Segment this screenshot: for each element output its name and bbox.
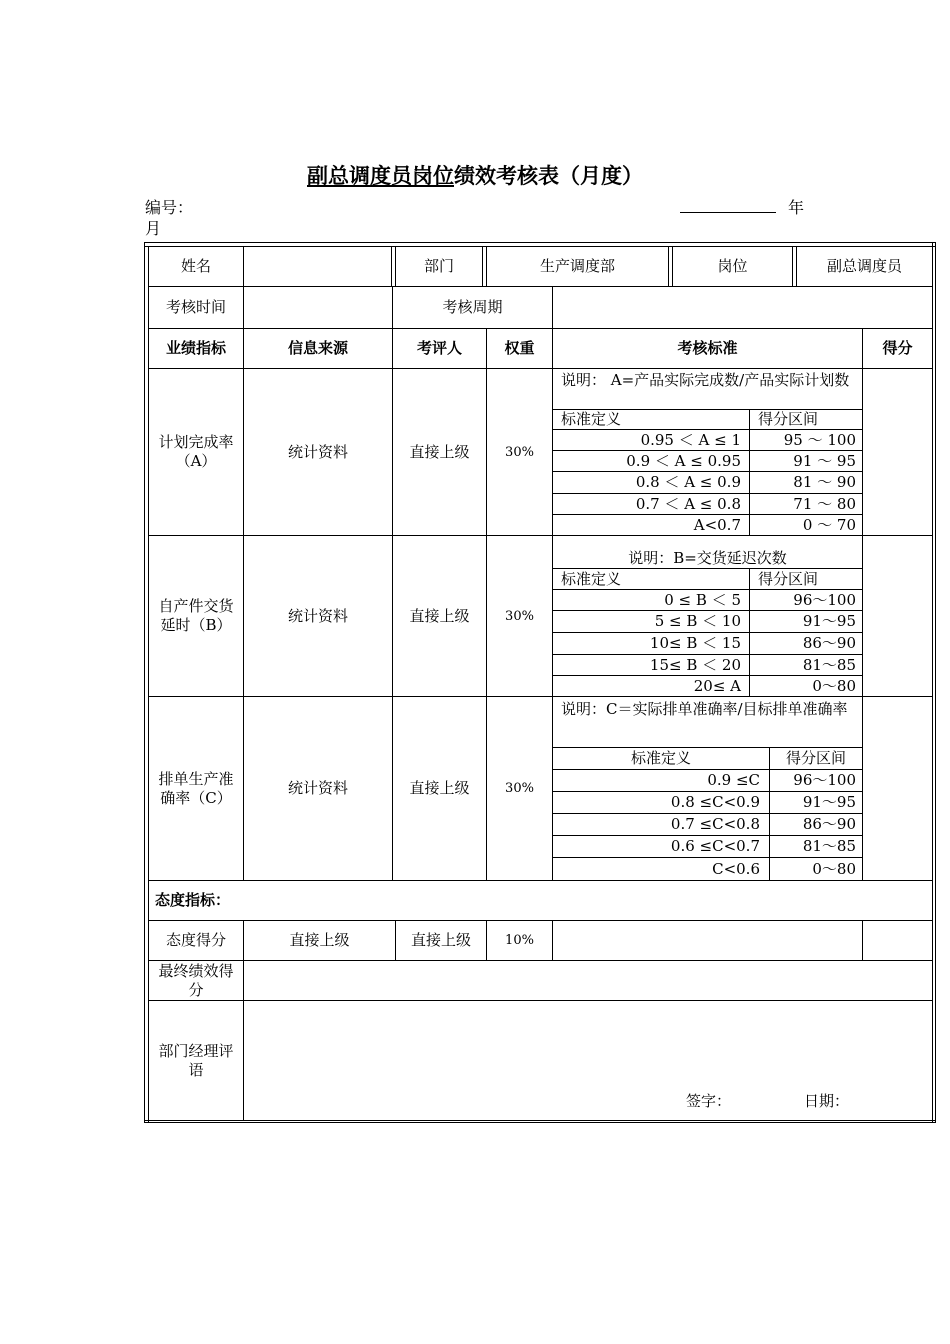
page-title bbox=[0, 160, 950, 190]
serial-label: 编号： bbox=[145, 198, 194, 217]
indicator-evaluator: 直接上级 bbox=[409, 606, 470, 625]
def-cell: 0.7 ≤C<0.8 bbox=[670, 815, 760, 833]
attitude-source: 直接上级 bbox=[289, 931, 350, 949]
col-standard: 考核标准 bbox=[677, 339, 738, 357]
col-score: 得分 bbox=[882, 339, 913, 357]
indicator-name: 排单生产准确率（C） bbox=[158, 769, 234, 807]
def-cell: C<0.6 bbox=[712, 859, 760, 878]
date-blank bbox=[680, 196, 776, 213]
manager-comment-field[interactable] bbox=[244, 1001, 932, 1081]
range-cell: 0 ～ 70 bbox=[802, 515, 856, 534]
indicator-name: 自产件交货延时（B） bbox=[158, 597, 234, 634]
indicator-weight: 30% bbox=[505, 781, 534, 796]
indicator-note: 说明：B=交货延迟次数 bbox=[628, 549, 787, 567]
range-cell: 81 ～ 90 bbox=[793, 473, 856, 491]
manager-comment-label: 部门经理评语 bbox=[158, 1041, 234, 1079]
def-cell: 0.6 ≤C<0.7 bbox=[670, 837, 760, 855]
attitude-evaluator: 直接上级 bbox=[410, 931, 471, 949]
dept-value: 生产调度部 bbox=[539, 257, 615, 275]
attitude-standard-field[interactable] bbox=[553, 921, 862, 960]
title-underlined: 副总调度员岗位 bbox=[307, 164, 454, 188]
range-cell: 91 ～ 95 bbox=[793, 451, 856, 470]
range-cell: 0～80 bbox=[812, 676, 856, 695]
range-cell: 91～95 bbox=[802, 793, 856, 811]
range-header: 得分区间 bbox=[785, 749, 846, 767]
range-header: 得分区间 bbox=[758, 569, 819, 588]
dept-label: 部门 bbox=[423, 257, 454, 275]
def-cell: 0.7 ＜ A ≤ 0.8 bbox=[635, 494, 741, 513]
final-score-label: 最终绩效得分 bbox=[158, 961, 234, 999]
def-cell: 0 ≤ B ＜ 5 bbox=[664, 590, 741, 609]
date-label: 日期： bbox=[804, 1091, 850, 1110]
attitude-section-label: 态度指标： bbox=[155, 891, 231, 909]
def-cell: 0.95 ＜ A ≤ 1 bbox=[640, 430, 741, 449]
indicator-source: 统计资料 bbox=[287, 442, 348, 461]
range-header: 得分区间 bbox=[758, 410, 819, 428]
range-cell: 86～90 bbox=[802, 634, 856, 652]
def-cell: 0.8 ＜ A ≤ 0.9 bbox=[635, 473, 741, 491]
indicator-name: 计划完成率（A） bbox=[158, 433, 234, 470]
def-cell: A<0.7 bbox=[693, 515, 741, 534]
range-cell: 0～80 bbox=[812, 859, 856, 878]
indicator-note: 说明：C＝实际排单准确率/目标排单准确率 bbox=[561, 700, 848, 718]
def-cell: 5 ≤ B ＜ 10 bbox=[654, 612, 741, 630]
col-weight: 权重 bbox=[504, 339, 535, 357]
def-cell: 0.8 ≤C<0.9 bbox=[670, 793, 760, 811]
def-header: 标准定义 bbox=[561, 410, 622, 428]
def-cell: 0.9 ＜ A ≤ 0.95 bbox=[626, 451, 741, 470]
range-cell: 96～100 bbox=[793, 590, 856, 609]
range-cell: 86～90 bbox=[802, 815, 856, 833]
range-cell: 81～85 bbox=[802, 655, 856, 674]
col-source: 信息来源 bbox=[287, 339, 348, 357]
indicator-weight: 30% bbox=[505, 608, 534, 624]
attitude-weight: 10% bbox=[505, 933, 534, 948]
indicator-source: 统计资料 bbox=[287, 779, 348, 797]
position-value: 副总调度员 bbox=[826, 257, 902, 275]
indicator-evaluator: 直接上级 bbox=[409, 442, 470, 461]
def-header: 标准定义 bbox=[561, 569, 622, 588]
range-cell: 96～100 bbox=[793, 771, 856, 789]
final-score-field[interactable] bbox=[244, 961, 932, 1000]
range-cell: 91～95 bbox=[802, 612, 856, 630]
month-label: 月 bbox=[145, 219, 162, 238]
indicator-weight: 30% bbox=[505, 444, 534, 460]
attitude-score-field[interactable] bbox=[863, 921, 932, 960]
name-field[interactable] bbox=[244, 247, 391, 286]
name-label: 姓名 bbox=[180, 257, 211, 275]
attitude-label: 态度得分 bbox=[165, 931, 226, 949]
period-label: 考核周期 bbox=[442, 298, 503, 316]
def-cell: 15≤ B ＜ 20 bbox=[649, 655, 741, 674]
def-header: 标准定义 bbox=[630, 749, 691, 767]
indicator-source: 统计资料 bbox=[287, 606, 348, 625]
range-cell: 95 ～ 100 bbox=[783, 430, 856, 449]
time-field[interactable] bbox=[244, 287, 392, 328]
def-cell: 0.9 ≤C bbox=[707, 771, 760, 789]
indicator-note: 说明： A=产品实际完成数/产品实际计划数 bbox=[561, 371, 850, 389]
position-label: 岗位 bbox=[717, 257, 748, 275]
col-evaluator: 考评人 bbox=[416, 339, 462, 357]
def-cell: 20≤ A bbox=[693, 676, 741, 695]
year-label: 年 bbox=[788, 198, 805, 217]
title-rest: 绩效考核表（月度） bbox=[454, 164, 643, 188]
col-indicator: 业绩指标 bbox=[165, 339, 226, 357]
period-field[interactable] bbox=[553, 287, 932, 328]
range-cell: 81～85 bbox=[802, 837, 856, 855]
def-cell: 10≤ B ＜ 15 bbox=[649, 634, 741, 652]
indicator-evaluator: 直接上级 bbox=[409, 779, 470, 797]
time-label: 考核时间 bbox=[165, 298, 226, 316]
range-cell: 71 ～ 80 bbox=[793, 494, 856, 513]
signature-label: 签字： bbox=[686, 1091, 732, 1110]
